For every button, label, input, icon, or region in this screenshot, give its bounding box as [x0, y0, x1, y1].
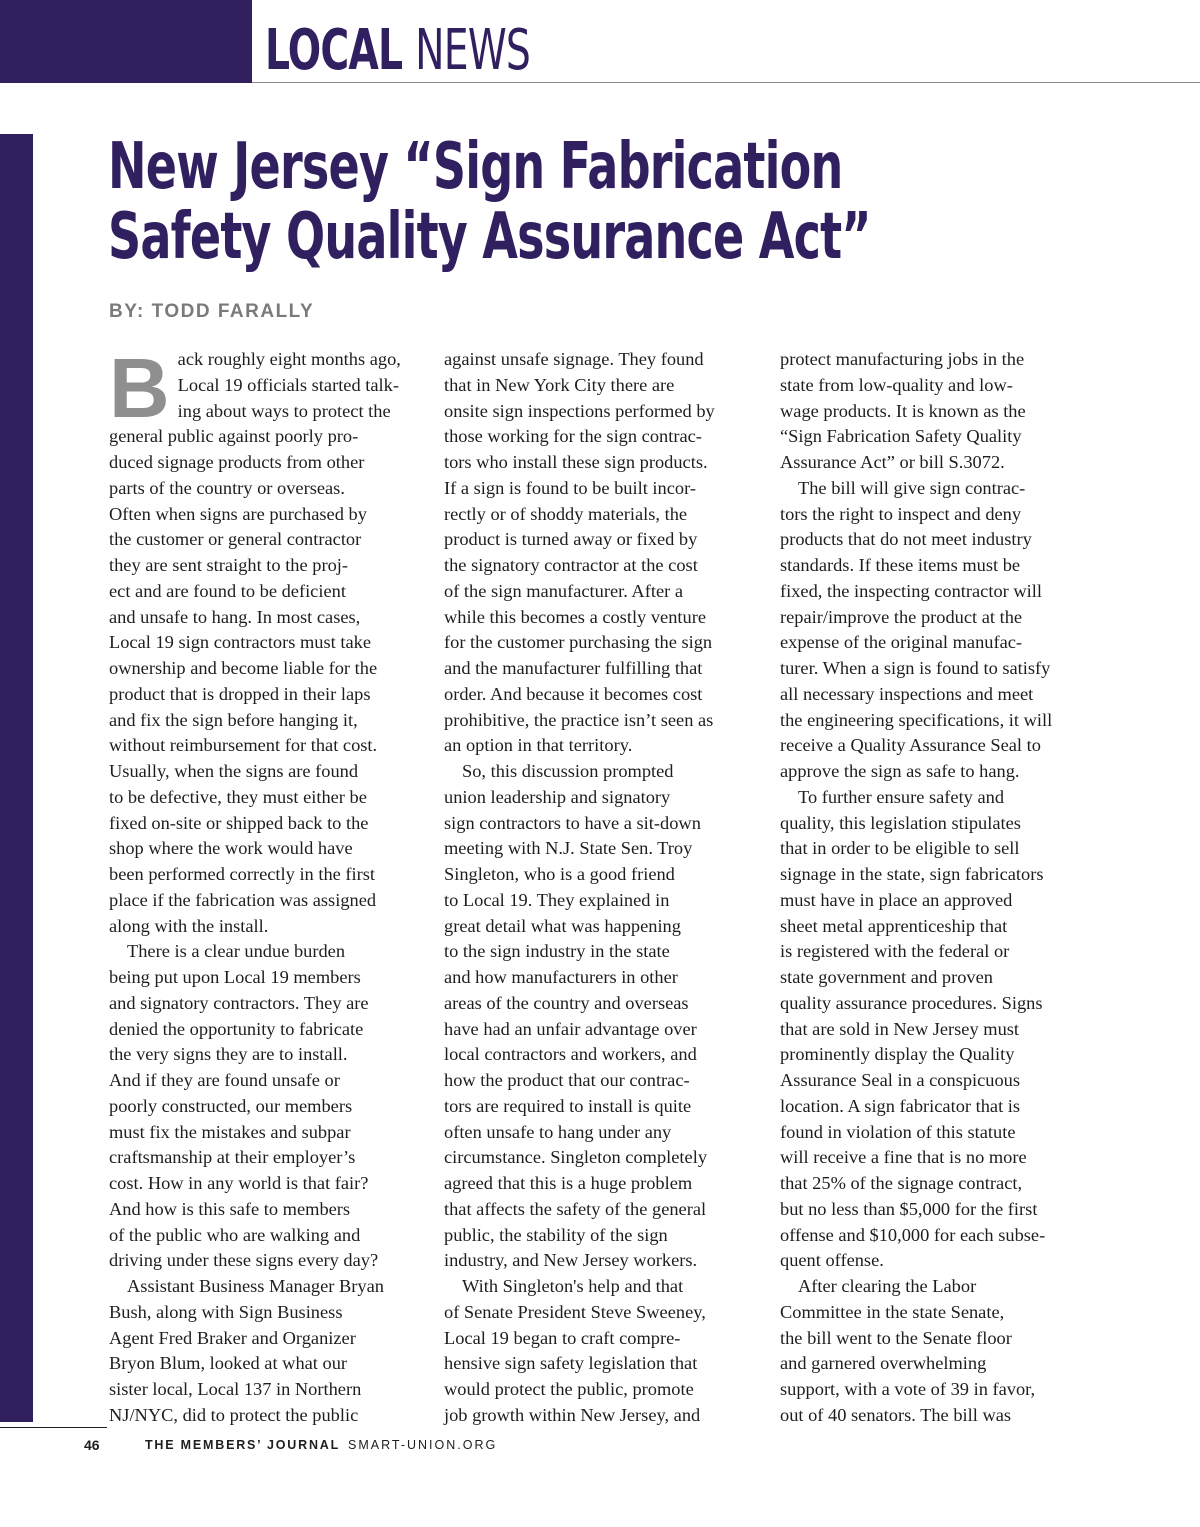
article-column-2	[444, 347, 760, 1429]
page-number: 46	[84, 1437, 100, 1453]
journal-name: THE MEMBERS’ JOURNAL	[145, 1438, 341, 1452]
article-column-1	[109, 341, 425, 1429]
byline: BY: TODD FARALLY	[109, 301, 315, 322]
paragraph: To further ensure safety and quality, this legislation stipulates that in order to be eligible to sell signage in the state, sign fabricators must have in place an approved sheet metal apprenticeship that is registered with the federal or state government and proven quality assurance procedures. Signs that are sold in New Jersey must prominently display the Quality Assurance Seal in a conspicuous location. A sign fabricator that is found in violation of this statute will receive a fine that is no more that 25% of the signage contract, but no less than $5,000 for the first offense and $10,000 for each subse- quent offense.	[780, 786, 1046, 1271]
headline-line-1: New Jersey “Sign Fabrication	[108, 130, 843, 204]
article-column-3	[780, 347, 1096, 1429]
paragraph: So, this discussion prompted union leadership and signatory sign contractors to have a sit-down meeting with N.J. State Sen. Troy Singleton, who is a good friend to Local 19. They explained in great detail what was happening to the sign industry in the state and how manufacturers in other areas of the country and overseas have had an unfair advantage over local contractors and workers, and how the product that our contrac- tors are required to install is quite often unsafe to hang under any circumstance. Singleton completely agreed that this is a huge problem that affects the safety of the general public, the stability of the sign industry, and New Jersey workers.	[444, 761, 708, 1271]
paragraph: Assistant Business Manager Bryan Bush, along with Sign Business Agent Fred Braker and Organizer Bryon Blum, looked at what our sister local, Local 137 in Northern NJ/NYC, did to protect the public	[109, 1276, 384, 1425]
section-label-light: NEWS	[415, 18, 531, 83]
footer-rule	[0, 1427, 107, 1428]
headline-line-2: Safety Quality Assurance Act”	[108, 200, 871, 274]
article-headline	[108, 132, 871, 272]
section-label-bold: LOCAL	[265, 18, 403, 83]
website: SMART-UNION.ORG	[348, 1438, 498, 1452]
drop-cap: B	[109, 341, 170, 435]
paragraph: against unsafe signage. They found that in New York City there are onsite sign inspections performed by those working for the sign contrac- tors who install these sign products. If a sign is found to be built incor- rectly or of shoddy materials, the product is turned away or fixed by the signatory contractor at the cost of the sign manufacturer. After a while this becomes a costly venture for the customer purchasing the sign and the manufacturer fulfilling that order. And because it becomes cost prohibitive, the practice isn’t seen as an option in that territory.	[444, 349, 715, 756]
paragraph: With Singleton's help and that of Senate President Steve Sweeney, Local 19 began to craft compre- hensive sign safety legislation that would protect the public, promote job growth within New Jersey, and	[444, 1276, 706, 1425]
section-label	[265, 20, 530, 82]
paragraph-text: ack roughly eight months ago, Local 19 officials started talk- ing about ways to protect the general public against poorly pro- duced signage products from other parts of the country or overseas. Often when signs are purchased by the customer or general contractor they are sent straight to the proj- ect and are found to be deficient and unsafe to hang. In most cases, Local 19 sign contractors must take ownership and become liable for the product that is dropped in their laps and fix the sign before hanging it, without reimbursement for that cost. Usually, when the signs are found to be defective, they must either be fixed on-site or shipped back to the shop where the work would have been performed correctly in the first place if the fabrication was assigned along with the install.	[109, 349, 401, 936]
paragraph: The bill will give sign contrac- tors the right to inspect and deny products that do not meet industry standards. If these items must be fixed, the inspecting contractor will repair/improve the product at the expense of the original manufac- turer. When a sign is found to satisfy all necessary inspections and meet the engineering specifications, it will receive a Quality Assurance Seal to approve the sign as safe to hang.	[780, 477, 1053, 781]
header-color-bar	[0, 0, 252, 83]
paragraph	[109, 341, 425, 939]
side-color-bar	[0, 134, 33, 1422]
paragraph: There is a clear undue burden being put upon Local 19 members and signatory contractors. They are denied the opportunity to fabricate the very signs they are to install. And if they are found unsafe or poorly constructed, our members must fix the mistakes and subpar craftsmanship at their employer’s cost. How in any world is that fair? And how is this safe to members of the public who are walking and driving under these signs every day?	[109, 941, 379, 1271]
paragraph: protect manufacturing jobs in the state from low-quality and low- wage products. It is known as the “Sign Fabrication Safety Quality Assurance Act” or bill S.3072.	[780, 349, 1026, 472]
paragraph: After clearing the Labor Committee in the state Senate, the bill went to the Senate floor and garnered overwhelming support, with a vote of 39 in favor, out of 40 senators. The bill was	[780, 1276, 1036, 1425]
